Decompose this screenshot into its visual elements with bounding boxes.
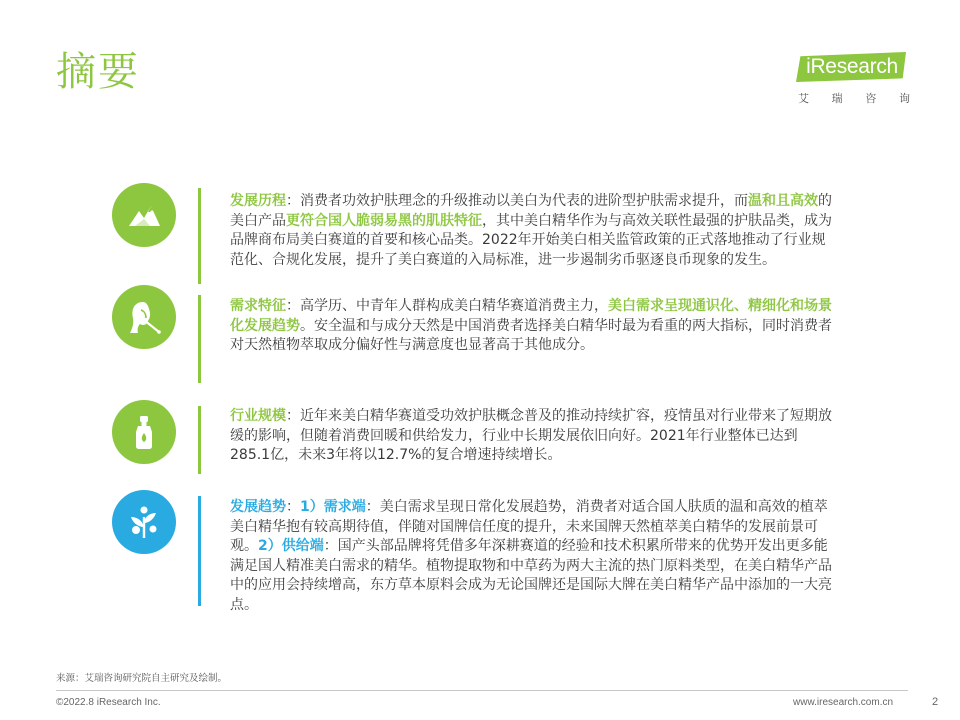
logo-char: 艾 bbox=[798, 92, 809, 105]
text-segment: ：国产头部品牌将凭借多年深耕赛道的经验和技术积累所带来的优势开发出更多能满足国人精准美白需求的精华。植物提取物和中草药为两大主流的热门原料类型，在美白精华产品中的应用会持续增高，东方草本原料会成为无论国牌还是国际大牌在美白精华产品中添加的一大亮点。 bbox=[230, 538, 832, 613]
section-divider bbox=[198, 406, 201, 474]
section-text bbox=[230, 192, 832, 270]
section-heading: 需求特征 bbox=[230, 298, 286, 314]
highlight-text: 美白需求呈现通识化、精细化和场景化发展趋势 bbox=[230, 298, 832, 334]
section-heading: 发展历程 bbox=[230, 193, 286, 209]
text-segment: ：美白需求呈现日常化发展趋势，消费者对适合国人肤质的温和高效的植萃美白精华抱有较高期待值，伴随对国牌信任度的提升，未来国牌天然植萃美白精华的发展前景可观。 bbox=[230, 499, 828, 554]
logo-wordmark: iResearch bbox=[806, 55, 898, 78]
text-segment: 。安全温和与成分天然是中国消费者选择美白精华时最为看重的两大指标，同时消费者对天然植物萃取成分偏好性与满意度也显著高于其他成分。 bbox=[230, 317, 832, 353]
highlight-text: 1）需求端 bbox=[300, 499, 366, 515]
logo-char: 瑞 bbox=[831, 92, 843, 105]
footer-divider bbox=[56, 690, 908, 691]
summary-section-trends bbox=[112, 488, 832, 613]
section-divider bbox=[198, 188, 201, 284]
text-segment: ：消费者功效护肤理念的升级推动以美白为代表的进阶型护肤需求提升，而 bbox=[286, 193, 748, 209]
summary-section-history bbox=[112, 180, 832, 290]
page-number: 2 bbox=[932, 696, 939, 708]
text-segment: ：近年来美白精华赛道受功效护肤概念普及的推动持续扩容，疫情虽对行业带来了短期放缓的影响，但随着消费回暖和供给发力，行业中长期发展依旧向好。2021年行业整体已达到285.1亿，未来3年将以12.7%的复合增速持续增长。 bbox=[230, 408, 832, 463]
iresearch-logo bbox=[796, 48, 916, 110]
summary-section-scale bbox=[112, 398, 832, 478]
text-segment: ，其中美白精华作为与高效关联性最强的护肤品类，成为品牌商布局美白赛道的首要和核心品类。2022年开始美白相关监管政策的正式落地推动了行业规范化、合规化发展，提升了美白赛道的入局标准，进一步遏制劣币驱逐良币现象的发生。 bbox=[230, 212, 832, 268]
section-text bbox=[230, 498, 832, 615]
summary-section-demand bbox=[112, 285, 832, 390]
serum-bottle-icon bbox=[112, 400, 176, 464]
text-segment: ：高学历、中青年人群构成美白精华赛道消费主力， bbox=[286, 298, 608, 314]
highlight-text: 更符合国人脆弱易黑的肌肤特征 bbox=[286, 212, 482, 229]
section-divider bbox=[198, 295, 201, 383]
section-text bbox=[230, 407, 832, 466]
section-heading: 发展趋势 bbox=[230, 499, 286, 515]
logo-chinese-name bbox=[798, 90, 910, 106]
mountain-icon bbox=[112, 183, 176, 247]
highlight-text: 温和且高效 bbox=[748, 193, 818, 209]
text-segment: 的美白产品 bbox=[230, 193, 832, 229]
copyright-text: ©2022.8 iResearch Inc. bbox=[56, 697, 161, 708]
plant-leaves-icon bbox=[112, 490, 176, 554]
woman-face-icon bbox=[112, 285, 176, 349]
source-note: 来源：艾瑞咨询研究院自主研究及绘制。 bbox=[56, 673, 228, 684]
website-link[interactable]: www.iresearch.com.cn bbox=[793, 697, 894, 708]
text-segment: ： bbox=[286, 499, 300, 515]
page-title: 摘要 bbox=[56, 49, 140, 95]
logo-char: 询 bbox=[898, 92, 910, 105]
logo-char: 咨 bbox=[865, 92, 877, 105]
section-heading: 行业规模 bbox=[230, 408, 286, 424]
section-text bbox=[230, 297, 832, 356]
section-divider bbox=[198, 496, 201, 606]
highlight-text: 2）供给端 bbox=[258, 538, 324, 554]
